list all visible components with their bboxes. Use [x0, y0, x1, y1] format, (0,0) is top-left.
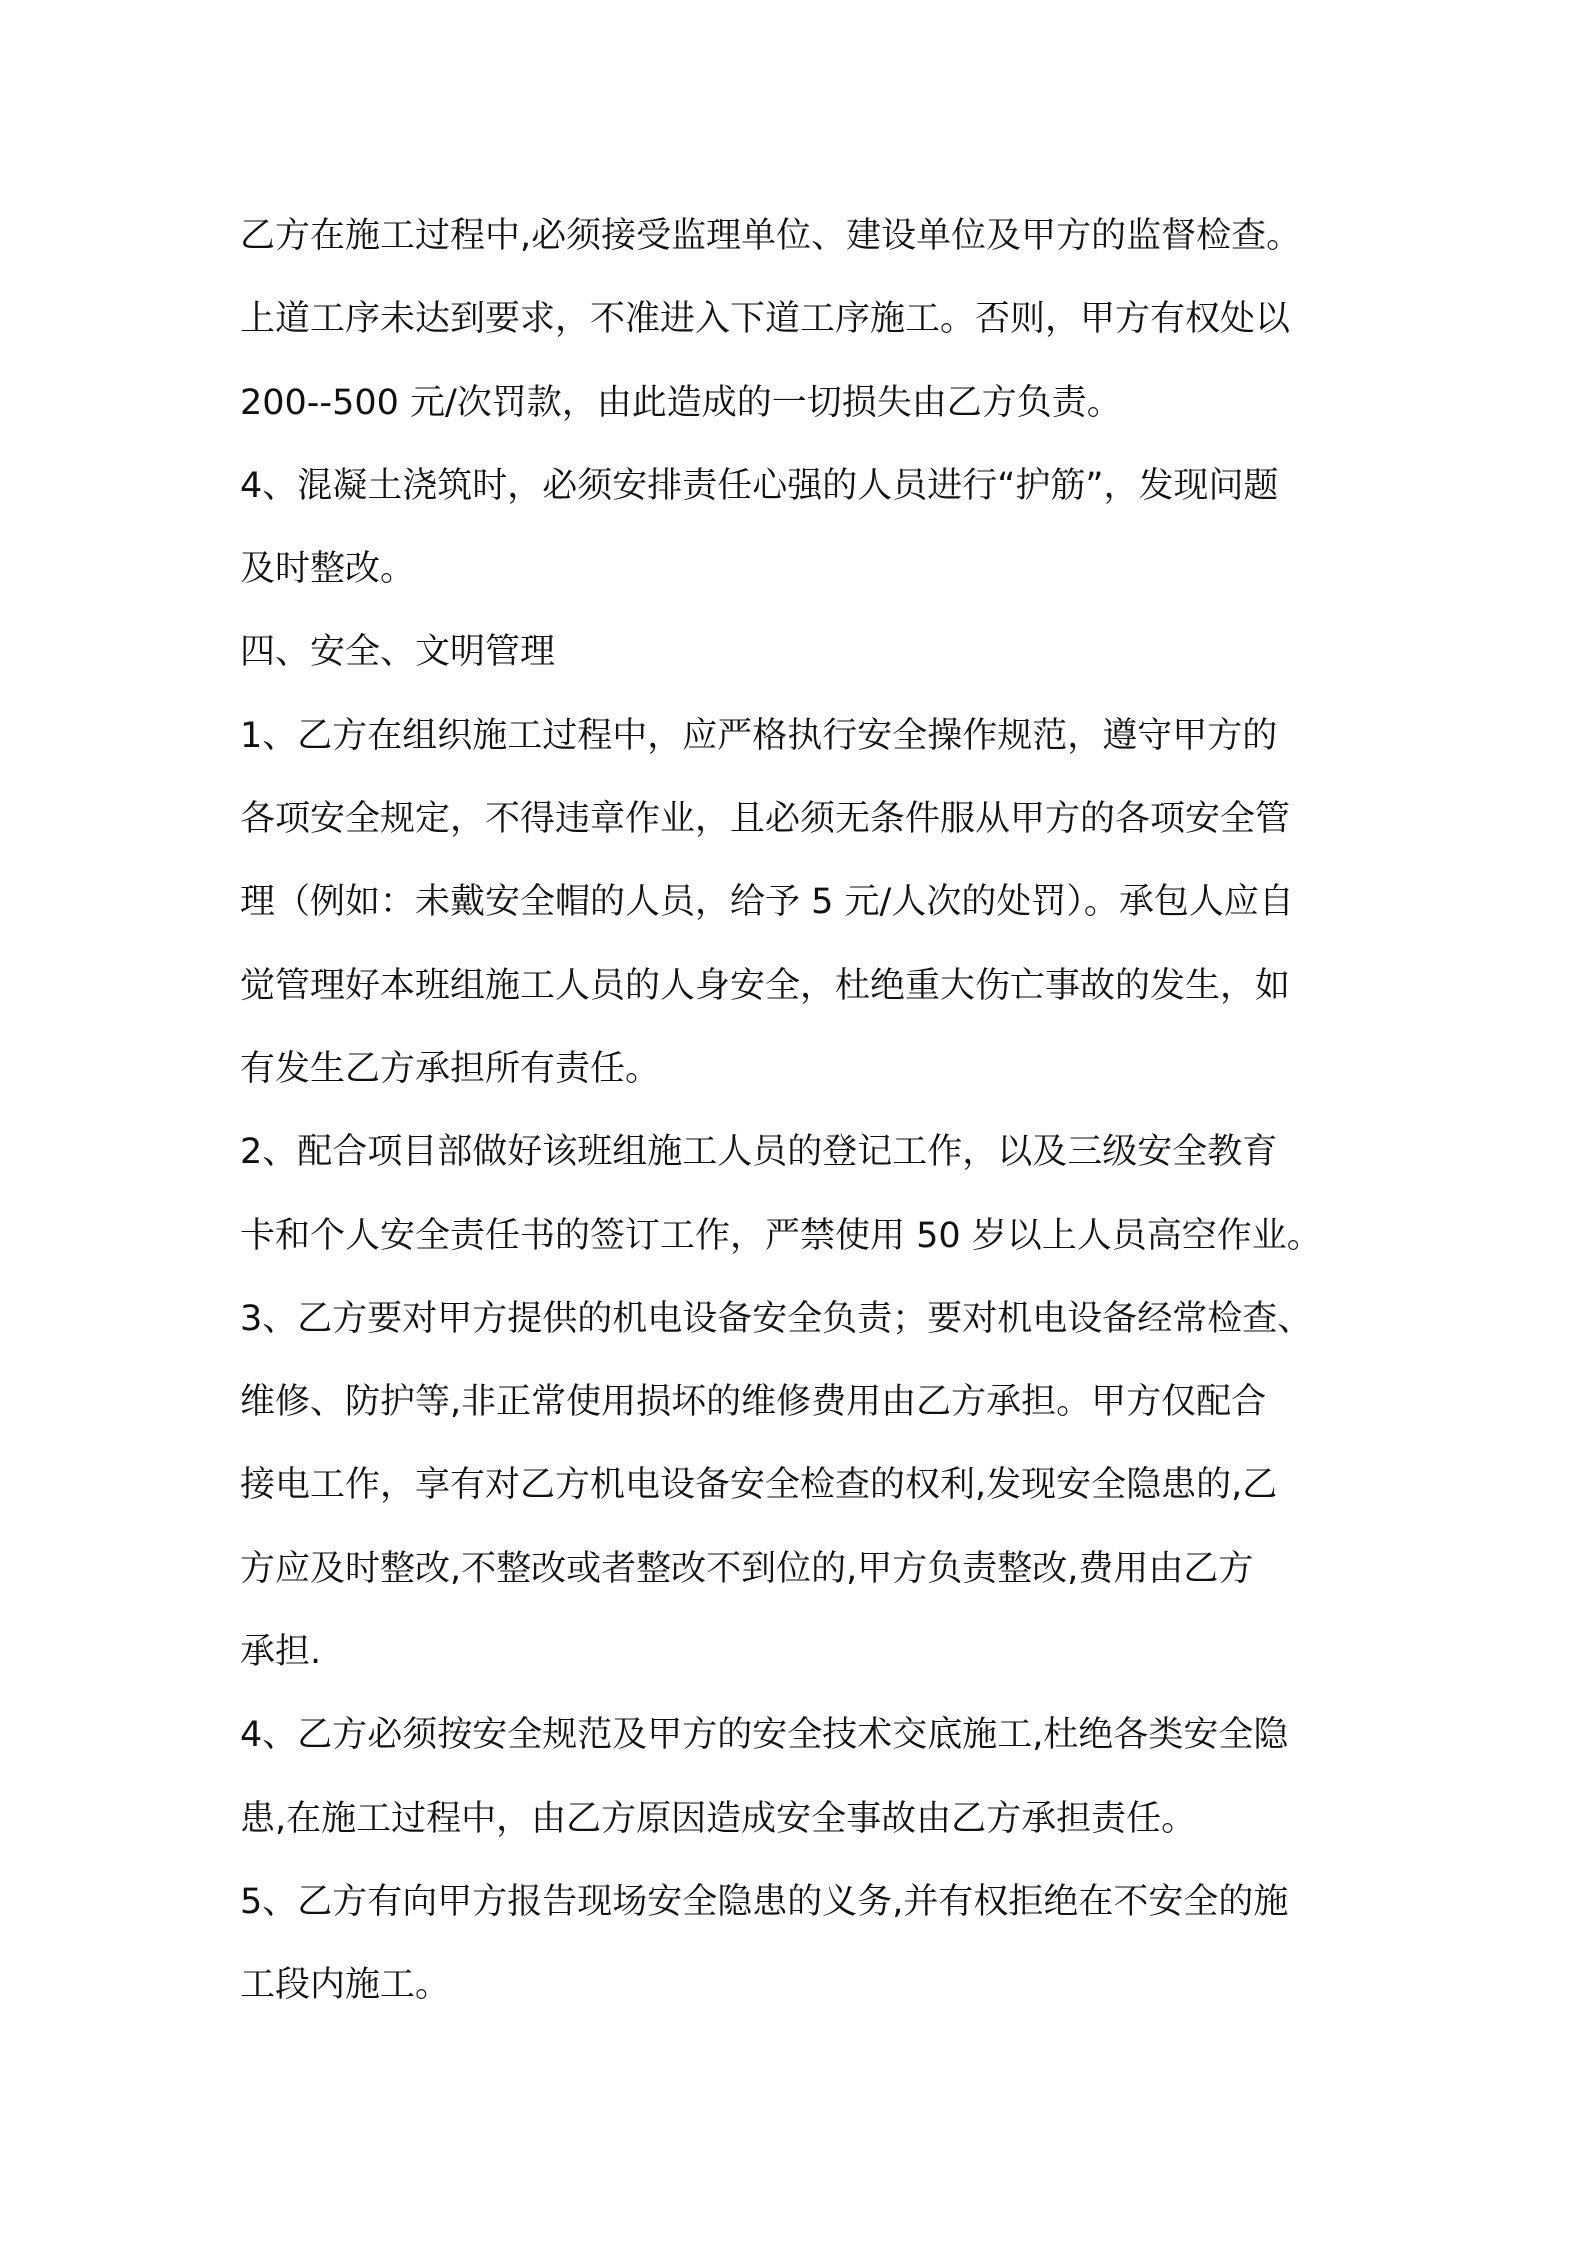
document-body	[240, 195, 1355, 2028]
text-line: 理（例如：未戴安全帽的人员，给予 5 元/人次的处罚）。承包人应自	[240, 882, 1294, 923]
text-line: 接电工作，享有对乙方机电设备安全检查的权利,发现安全隐患的,乙	[240, 1465, 1278, 1506]
text-line: 4、乙方必须按安全规范及甲方的安全技术交底施工,杜绝各类安全隐	[240, 1715, 1289, 1756]
text-line: 上道工序未达到要求，不准进入下道工序施工。否则，甲方有权处以	[240, 299, 1291, 340]
text-line: 方应及时整改,不整改或者整改不到位的,甲方负责整改,费用由乙方	[240, 1548, 1254, 1589]
section-heading: 四、安全、文明管理	[240, 632, 556, 673]
text-line: 各项安全规定，不得违章作业，且必须无条件服从甲方的各项安全管	[240, 799, 1291, 840]
text-line: 工段内施工。	[240, 1965, 451, 2006]
text-line: 觉管理好本班组施工人员的人身安全，杜绝重大伤亡事故的发生，如	[240, 965, 1291, 1006]
text-line: 乙方在施工过程中,必须接受监理单位、建设单位及甲方的监督检查。	[240, 216, 1302, 256]
text-line: 患,在施工过程中，由乙方原因造成安全事故由乙方承担责任。	[240, 1798, 1197, 1839]
text-line: 1、乙方在组织施工过程中，应严格执行安全操作规范，遵守甲方的	[240, 715, 1278, 756]
text-line: 200--500 元/次罚款，由此造成的一切损失由乙方负责。	[240, 382, 1122, 423]
text-line: 4、混凝土浇筑时，必须安排责任心强的人员进行“护筋”，发现问题	[240, 465, 1279, 506]
text-line: 维修、防护等,非正常使用损坏的维修费用由乙方承担。甲方仅配合	[240, 1382, 1267, 1423]
text-line: 承担.	[240, 1632, 322, 1673]
text-line: 3、乙方要对甲方提供的机电设备安全负责；要对机电设备经常检查、	[240, 1298, 1313, 1339]
text-line: 有发生乙方承担所有责任。	[240, 1048, 661, 1089]
text-line: 2、配合项目部做好该班组施工人员的登记工作，以及三级安全教育	[240, 1132, 1278, 1173]
text-line: 及时整改。	[240, 549, 416, 590]
text-line: 5、乙方有向甲方报告现场安全隐患的义务,并有权拒绝在不安全的施	[240, 1881, 1289, 1922]
text-line: 卡和个人安全责任书的签订工作，严禁使用 50 岁以上人员高空作业。	[240, 1215, 1322, 1256]
